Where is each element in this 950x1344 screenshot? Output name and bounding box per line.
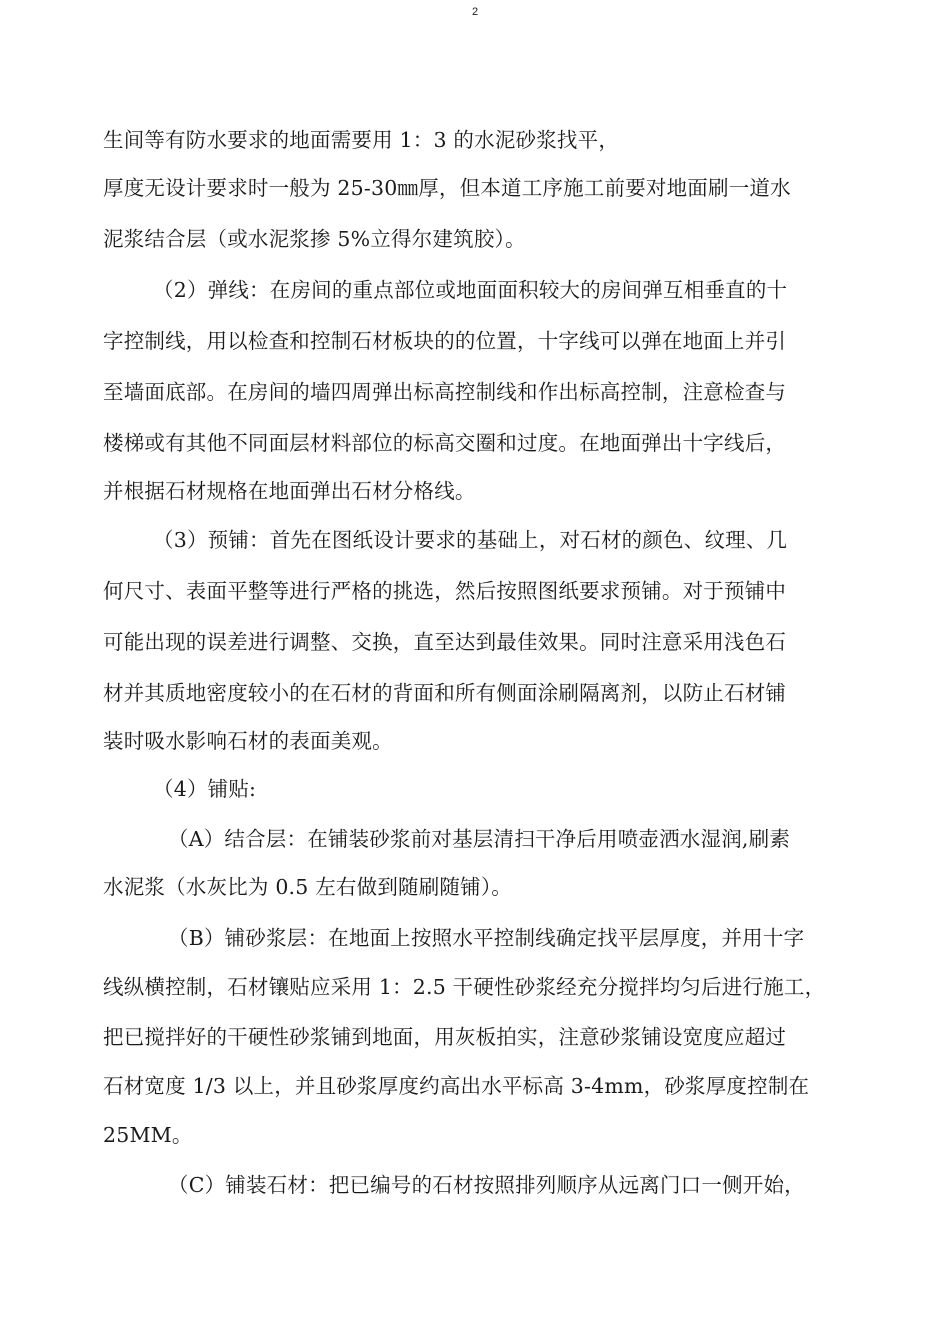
text-line: 水泥浆（水灰比为 0.5 左右做到随刷随铺）。 <box>103 875 512 899</box>
text-line: 把已搅拌好的干硬性砂浆铺到地面，用灰板拍实，注意砂浆铺设宽度应超过 <box>103 1025 787 1049</box>
text-line: （4）铺贴: <box>153 777 257 801</box>
text-line: 何尺寸、表面平整等进行严格的挑选，然后按照图纸要求预铺。对于预铺中 <box>103 579 787 603</box>
text-line: （A）结合层：在铺装砂浆前对基层清扫干净后用喷壶洒水湿润,刷素 <box>168 827 791 851</box>
text-line: 楼梯或有其他不同面层材料部位的标高交圈和过度。在地面弹出十字线后， <box>103 431 787 455</box>
text-line: 可能出现的误差进行调整、交换，直至达到最佳效果。同时注意采用浅色石 <box>103 630 787 654</box>
text-line: 线纵横控制，石材镶贴应采用 1：2.5 干硬性砂浆经充分搅拌均匀后进行施工， <box>103 975 826 999</box>
page-number: 2 <box>471 6 479 18</box>
text-line: 25MM。 <box>103 1123 193 1147</box>
text-line: （2）弹线：在房间的重点部位或地面面积较大的房间弹互相垂直的十 <box>153 278 788 302</box>
text-line: 材并其质地密度较小的在石材的背面和所有侧面涂刷隔离剂，以防止石材铺 <box>103 681 787 705</box>
text-line: 字控制线，用以检查和控制石材板块的的位置，十字线可以弹在地面上并引 <box>103 329 787 353</box>
text-line: 石材宽度 1/3 以上，并且砂浆厚度约高出水平标高 3-4mm，砂浆厚度控制在 <box>103 1074 810 1098</box>
text-line: （C）铺装石材：把已编号的石材按照排列顺序从远离门口一侧开始， <box>168 1173 805 1197</box>
text-line: 并根据石材规格在地面弹出石材分格线。 <box>103 479 476 503</box>
text-line: 至墙面底部。在房间的墙四周弹出标高控制线和作出标高控制，注意检查与 <box>103 380 787 404</box>
text-line: 生间等有防水要求的地面需要用 1：3 的水泥砂浆找平， <box>103 128 620 152</box>
text-line: （3）预铺：首先在图纸设计要求的基础上，对石材的颜色、纹理、几 <box>153 528 788 552</box>
text-line: （B）铺砂浆层：在地面上按照水平控制线确定找平层厚度，并用十字 <box>168 926 805 950</box>
text-line: 泥浆结合层（或水泥浆掺 5%立得尔建筑胶）。 <box>103 227 526 251</box>
text-line: 装时吸水影响石材的表面美观。 <box>103 729 393 753</box>
text-line: 厚度无设计要求时一般为 25-30㎜厚，但本道工序施工前要对地面刷一道水 <box>103 176 791 200</box>
